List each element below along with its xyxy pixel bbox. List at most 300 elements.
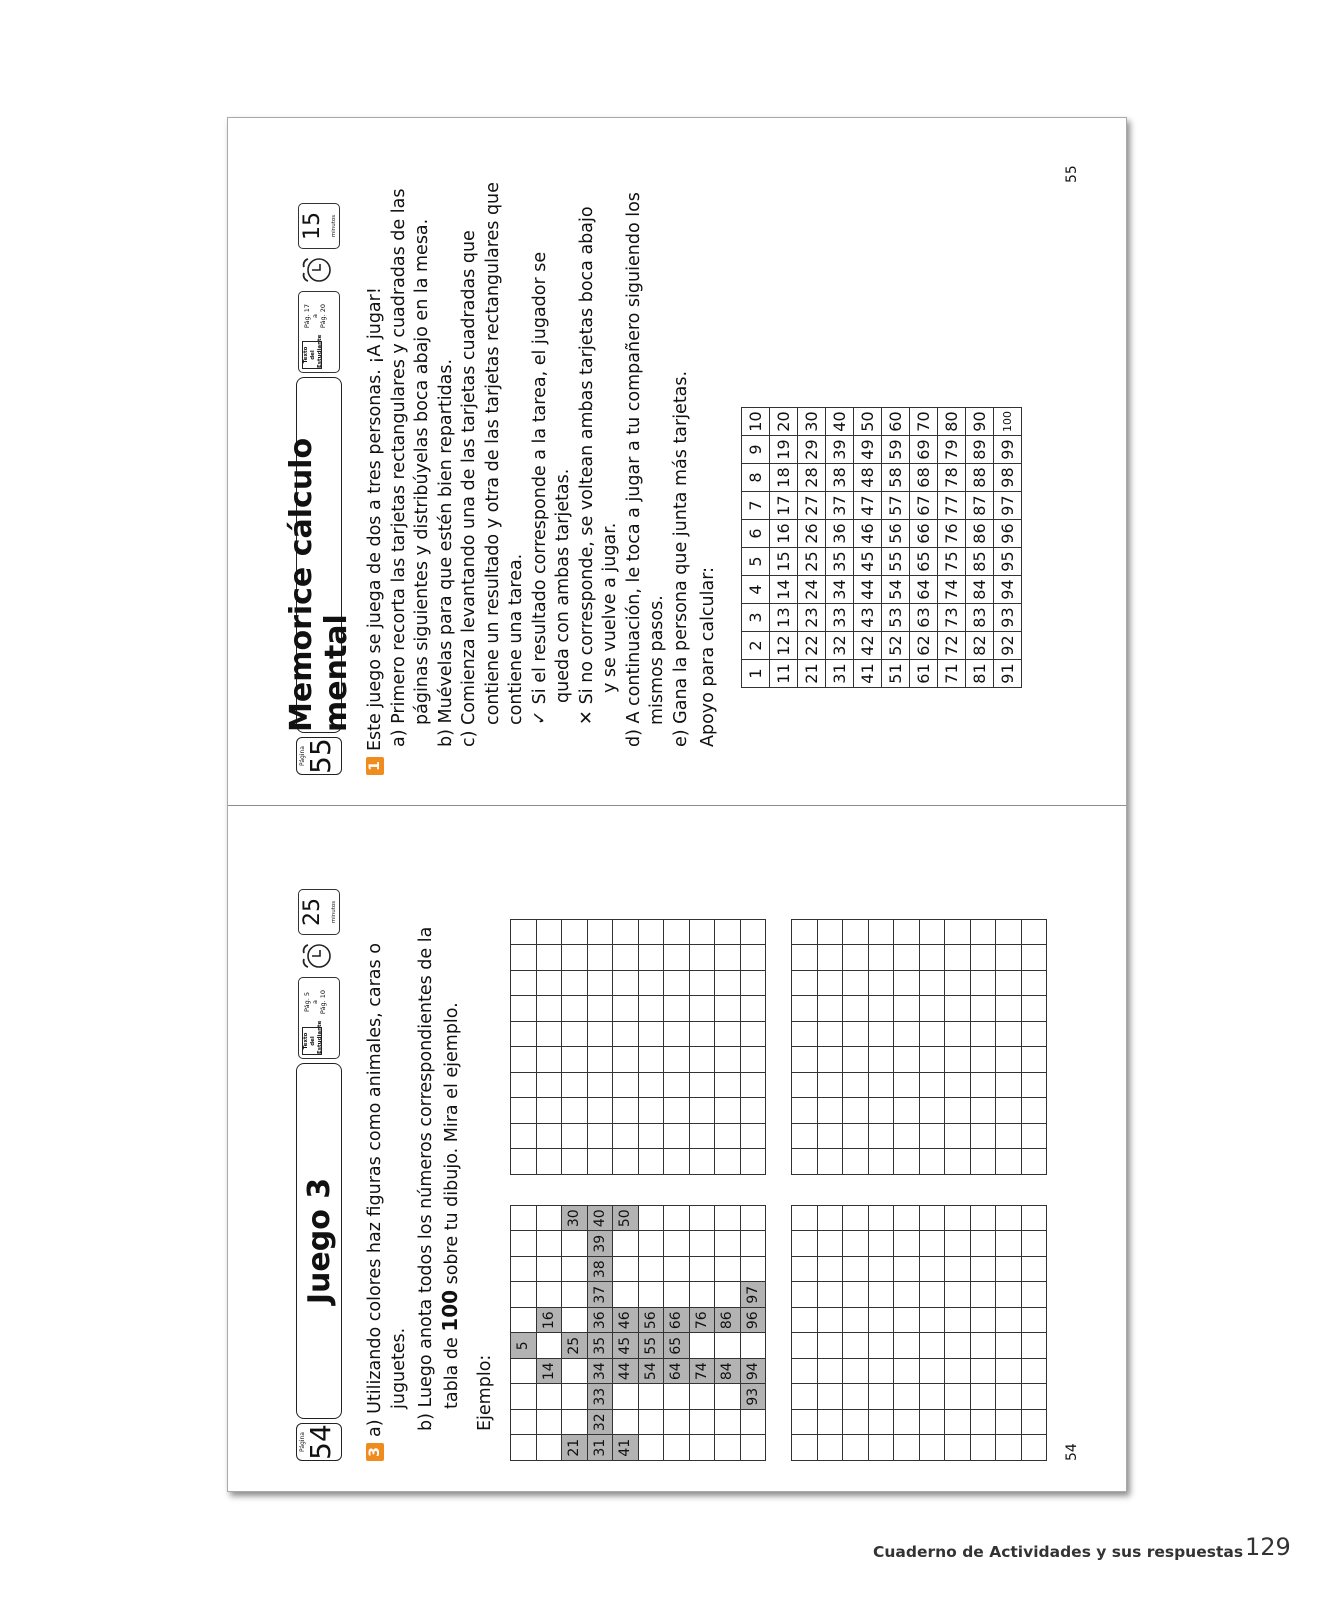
grid-cell[interactable] <box>536 1022 562 1048</box>
grid-cell[interactable] <box>613 996 639 1022</box>
grid-cell[interactable] <box>945 1073 971 1099</box>
grid-cell[interactable] <box>689 1149 715 1175</box>
grid-cell[interactable] <box>562 1047 588 1073</box>
grid-cell[interactable] <box>868 1384 894 1410</box>
grid-cell[interactable] <box>638 971 664 997</box>
grid-cell[interactable] <box>817 971 843 997</box>
grid-cell[interactable] <box>996 945 1022 971</box>
grid-cell[interactable] <box>868 1282 894 1308</box>
grid-cell[interactable] <box>562 1124 588 1150</box>
grid-cell[interactable] <box>792 920 818 946</box>
grid-cell[interactable] <box>945 920 971 946</box>
grid-cell[interactable] <box>664 1098 690 1124</box>
grid-cell[interactable] <box>843 1359 869 1385</box>
grid-cell[interactable] <box>868 1149 894 1175</box>
grid-cell[interactable] <box>1021 971 1047 997</box>
grid-cell[interactable] <box>970 1410 996 1436</box>
grid-cell[interactable] <box>996 1384 1022 1410</box>
grid-cell[interactable] <box>792 971 818 997</box>
grid-cell[interactable] <box>817 1410 843 1436</box>
grid-cell[interactable] <box>740 1073 766 1099</box>
grid-cell[interactable] <box>715 1073 741 1099</box>
grid-cell[interactable] <box>894 971 920 997</box>
grid-cell[interactable] <box>843 1124 869 1150</box>
grid-cell[interactable] <box>740 1149 766 1175</box>
grid-cell[interactable] <box>613 920 639 946</box>
grid-cell[interactable] <box>638 1022 664 1048</box>
grid-cell[interactable] <box>562 996 588 1022</box>
grid-cell[interactable] <box>562 1073 588 1099</box>
grid-cell[interactable] <box>919 1282 945 1308</box>
grid-cell[interactable] <box>894 1384 920 1410</box>
grid-cell[interactable] <box>562 945 588 971</box>
grid-cell[interactable] <box>843 1149 869 1175</box>
grid-cell[interactable] <box>919 1257 945 1283</box>
grid-cell[interactable] <box>996 1098 1022 1124</box>
grid-cell[interactable] <box>587 996 613 1022</box>
grid-cell[interactable] <box>1021 1073 1047 1099</box>
grid-cell[interactable] <box>536 1124 562 1150</box>
grid-cell[interactable] <box>792 1047 818 1073</box>
grid-cell[interactable] <box>1021 1231 1047 1257</box>
grid-cell[interactable] <box>945 971 971 997</box>
grid-cell[interactable] <box>817 920 843 946</box>
grid-cell[interactable] <box>868 1124 894 1150</box>
grid-cell[interactable] <box>740 1098 766 1124</box>
grid-cell[interactable] <box>894 1257 920 1283</box>
grid-cell[interactable] <box>843 1231 869 1257</box>
grid-cell[interactable] <box>843 1022 869 1048</box>
grid-cell[interactable] <box>792 1124 818 1150</box>
grid-cell[interactable] <box>945 1410 971 1436</box>
grid-cell[interactable] <box>843 1073 869 1099</box>
grid-cell[interactable] <box>919 1206 945 1232</box>
grid-cell[interactable] <box>817 1098 843 1124</box>
grid-cell[interactable] <box>970 1384 996 1410</box>
grid-cell[interactable] <box>536 1073 562 1099</box>
grid-cell[interactable] <box>919 1308 945 1334</box>
grid-cell[interactable] <box>868 1206 894 1232</box>
grid-cell[interactable] <box>511 1022 537 1048</box>
grid-cell[interactable] <box>638 1149 664 1175</box>
grid-cell[interactable] <box>1021 1047 1047 1073</box>
grid-cell[interactable] <box>970 996 996 1022</box>
grid-cell[interactable] <box>970 1435 996 1461</box>
grid-cell[interactable] <box>587 1047 613 1073</box>
grid-cell[interactable] <box>843 996 869 1022</box>
grid-cell[interactable] <box>868 996 894 1022</box>
grid-cell[interactable] <box>792 1073 818 1099</box>
grid-cell[interactable] <box>664 920 690 946</box>
grid-cell[interactable] <box>945 1308 971 1334</box>
grid-cell[interactable] <box>638 1073 664 1099</box>
grid-cell[interactable] <box>843 1333 869 1359</box>
grid-cell[interactable] <box>689 996 715 1022</box>
grid-cell[interactable] <box>894 996 920 1022</box>
grid-cell[interactable] <box>843 1098 869 1124</box>
grid-cell[interactable] <box>587 1073 613 1099</box>
grid-cell[interactable] <box>996 1410 1022 1436</box>
grid-cell[interactable] <box>868 1410 894 1436</box>
grid-cell[interactable] <box>945 945 971 971</box>
grid-cell[interactable] <box>843 1257 869 1283</box>
grid-cell[interactable] <box>868 1308 894 1334</box>
grid-cell[interactable] <box>919 1359 945 1385</box>
grid-cell[interactable] <box>817 1022 843 1048</box>
grid-cell[interactable] <box>613 971 639 997</box>
grid-cell[interactable] <box>945 1257 971 1283</box>
grid-cell[interactable] <box>740 945 766 971</box>
grid-cell[interactable] <box>715 1022 741 1048</box>
grid-cell[interactable] <box>919 1435 945 1461</box>
grid-cell[interactable] <box>587 1098 613 1124</box>
grid-cell[interactable] <box>817 945 843 971</box>
grid-cell[interactable] <box>613 1047 639 1073</box>
grid-cell[interactable] <box>996 1333 1022 1359</box>
grid-cell[interactable] <box>996 1047 1022 1073</box>
grid-cell[interactable] <box>536 945 562 971</box>
grid-cell[interactable] <box>638 1047 664 1073</box>
grid-cell[interactable] <box>817 1047 843 1073</box>
grid-cell[interactable] <box>1021 1257 1047 1283</box>
grid-cell[interactable] <box>536 996 562 1022</box>
grid-cell[interactable] <box>613 1022 639 1048</box>
grid-cell[interactable] <box>613 1098 639 1124</box>
grid-cell[interactable] <box>664 1149 690 1175</box>
grid-cell[interactable] <box>970 1073 996 1099</box>
grid-cell[interactable] <box>715 971 741 997</box>
grid-cell[interactable] <box>996 920 1022 946</box>
grid-cell[interactable] <box>587 971 613 997</box>
grid-cell[interactable] <box>996 1359 1022 1385</box>
grid-cell[interactable] <box>996 1073 1022 1099</box>
grid-cell[interactable] <box>638 1124 664 1150</box>
grid-cell[interactable] <box>587 920 613 946</box>
grid-cell[interactable] <box>996 1149 1022 1175</box>
grid-cell[interactable] <box>945 1359 971 1385</box>
grid-cell[interactable] <box>894 1359 920 1385</box>
grid-cell[interactable] <box>664 996 690 1022</box>
grid-cell[interactable] <box>868 1073 894 1099</box>
grid-cell[interactable] <box>996 1282 1022 1308</box>
grid-cell[interactable] <box>996 1231 1022 1257</box>
grid-cell[interactable] <box>868 971 894 997</box>
grid-cell[interactable] <box>715 1149 741 1175</box>
grid-cell[interactable] <box>792 1359 818 1385</box>
grid-cell[interactable] <box>638 920 664 946</box>
grid-cell[interactable] <box>970 1359 996 1385</box>
grid-cell[interactable] <box>562 1098 588 1124</box>
grid-cell[interactable] <box>817 1308 843 1334</box>
grid-cell[interactable] <box>792 1435 818 1461</box>
grid-cell[interactable] <box>919 1124 945 1150</box>
grid-cell[interactable] <box>945 1435 971 1461</box>
grid-cell[interactable] <box>894 1231 920 1257</box>
grid-cell[interactable] <box>919 1047 945 1073</box>
grid-cell[interactable] <box>664 1073 690 1099</box>
grid-cell[interactable] <box>868 1098 894 1124</box>
grid-cell[interactable] <box>613 945 639 971</box>
grid-cell[interactable] <box>792 1333 818 1359</box>
grid-cell[interactable] <box>919 920 945 946</box>
grid-cell[interactable] <box>996 1257 1022 1283</box>
grid-cell[interactable] <box>919 1073 945 1099</box>
grid-cell[interactable] <box>843 1282 869 1308</box>
grid-cell[interactable] <box>817 996 843 1022</box>
grid-cell[interactable] <box>664 1124 690 1150</box>
grid-cell[interactable] <box>919 971 945 997</box>
grid-cell[interactable] <box>511 1124 537 1150</box>
grid-cell[interactable] <box>945 1149 971 1175</box>
grid-cell[interactable] <box>996 1206 1022 1232</box>
grid-cell[interactable] <box>740 971 766 997</box>
grid-cell[interactable] <box>894 1435 920 1461</box>
grid-cell[interactable] <box>587 945 613 971</box>
grid-cell[interactable] <box>868 945 894 971</box>
grid-cell[interactable] <box>1021 1359 1047 1385</box>
grid-cell[interactable] <box>689 945 715 971</box>
grid-cell[interactable] <box>689 920 715 946</box>
grid-cell[interactable] <box>1021 996 1047 1022</box>
grid-cell[interactable] <box>740 920 766 946</box>
grid-cell[interactable] <box>792 1206 818 1232</box>
grid-cell[interactable] <box>1021 1149 1047 1175</box>
grid-cell[interactable] <box>613 1124 639 1150</box>
grid-cell[interactable] <box>894 1308 920 1334</box>
grid-cell[interactable] <box>613 1073 639 1099</box>
grid-cell[interactable] <box>970 1098 996 1124</box>
grid-cell[interactable] <box>562 1022 588 1048</box>
grid-cell[interactable] <box>945 1098 971 1124</box>
grid-cell[interactable] <box>843 945 869 971</box>
grid-cell[interactable] <box>843 920 869 946</box>
grid-cell[interactable] <box>1021 1308 1047 1334</box>
blank-grid-2[interactable] <box>510 919 766 1175</box>
grid-cell[interactable] <box>970 945 996 971</box>
grid-cell[interactable] <box>868 1257 894 1283</box>
grid-cell[interactable] <box>638 996 664 1022</box>
grid-cell[interactable] <box>894 1124 920 1150</box>
grid-cell[interactable] <box>996 1022 1022 1048</box>
grid-cell[interactable] <box>792 1231 818 1257</box>
grid-cell[interactable] <box>843 971 869 997</box>
grid-cell[interactable] <box>1021 1124 1047 1150</box>
grid-cell[interactable] <box>894 1149 920 1175</box>
grid-cell[interactable] <box>1021 1435 1047 1461</box>
grid-cell[interactable] <box>689 1098 715 1124</box>
grid-cell[interactable] <box>587 1149 613 1175</box>
grid-cell[interactable] <box>919 1384 945 1410</box>
grid-cell[interactable] <box>894 945 920 971</box>
grid-cell[interactable] <box>945 996 971 1022</box>
grid-cell[interactable] <box>945 1206 971 1232</box>
grid-cell[interactable] <box>843 1047 869 1073</box>
grid-cell[interactable] <box>970 1047 996 1073</box>
grid-cell[interactable] <box>664 945 690 971</box>
grid-cell[interactable] <box>970 920 996 946</box>
grid-cell[interactable] <box>1021 1333 1047 1359</box>
grid-cell[interactable] <box>817 1124 843 1150</box>
grid-cell[interactable] <box>996 1308 1022 1334</box>
grid-cell[interactable] <box>1021 1022 1047 1048</box>
grid-cell[interactable] <box>792 1098 818 1124</box>
grid-cell[interactable] <box>562 971 588 997</box>
grid-cell[interactable] <box>689 1073 715 1099</box>
grid-cell[interactable] <box>817 1435 843 1461</box>
grid-cell[interactable] <box>792 1257 818 1283</box>
grid-cell[interactable] <box>919 945 945 971</box>
grid-cell[interactable] <box>945 1333 971 1359</box>
grid-cell[interactable] <box>996 1435 1022 1461</box>
grid-cell[interactable] <box>817 1231 843 1257</box>
grid-cell[interactable] <box>792 1384 818 1410</box>
grid-cell[interactable] <box>511 1073 537 1099</box>
grid-cell[interactable] <box>894 1282 920 1308</box>
grid-cell[interactable] <box>613 1149 639 1175</box>
grid-cell[interactable] <box>536 920 562 946</box>
grid-cell[interactable] <box>894 1022 920 1048</box>
grid-cell[interactable] <box>689 1124 715 1150</box>
grid-cell[interactable] <box>689 1022 715 1048</box>
grid-cell[interactable] <box>970 1149 996 1175</box>
grid-cell[interactable] <box>817 1206 843 1232</box>
grid-cell[interactable] <box>587 1022 613 1048</box>
grid-cell[interactable] <box>919 1231 945 1257</box>
grid-cell[interactable] <box>919 1022 945 1048</box>
grid-cell[interactable] <box>817 1073 843 1099</box>
grid-cell[interactable] <box>715 1098 741 1124</box>
grid-cell[interactable] <box>817 1384 843 1410</box>
grid-cell[interactable] <box>792 1308 818 1334</box>
grid-cell[interactable] <box>689 1047 715 1073</box>
grid-cell[interactable] <box>868 920 894 946</box>
grid-cell[interactable] <box>868 1359 894 1385</box>
grid-cell[interactable] <box>511 1047 537 1073</box>
grid-cell[interactable] <box>919 1410 945 1436</box>
blank-grid-1[interactable] <box>791 1205 1047 1461</box>
grid-cell[interactable] <box>919 1149 945 1175</box>
grid-cell[interactable] <box>843 1410 869 1436</box>
grid-cell[interactable] <box>511 1098 537 1124</box>
grid-cell[interactable] <box>689 971 715 997</box>
grid-cell[interactable] <box>1021 1098 1047 1124</box>
grid-cell[interactable] <box>817 1333 843 1359</box>
grid-cell[interactable] <box>715 920 741 946</box>
grid-cell[interactable] <box>792 945 818 971</box>
grid-cell[interactable] <box>894 1073 920 1099</box>
grid-cell[interactable] <box>792 1022 818 1048</box>
grid-cell[interactable] <box>664 1047 690 1073</box>
grid-cell[interactable] <box>740 1047 766 1073</box>
grid-cell[interactable] <box>919 996 945 1022</box>
grid-cell[interactable] <box>792 1282 818 1308</box>
grid-cell[interactable] <box>970 1231 996 1257</box>
grid-cell[interactable] <box>817 1282 843 1308</box>
grid-cell[interactable] <box>996 996 1022 1022</box>
grid-cell[interactable] <box>715 945 741 971</box>
grid-cell[interactable] <box>817 1149 843 1175</box>
grid-cell[interactable] <box>1021 1410 1047 1436</box>
grid-cell[interactable] <box>996 971 1022 997</box>
grid-cell[interactable] <box>740 1022 766 1048</box>
grid-cell[interactable] <box>843 1384 869 1410</box>
grid-cell[interactable] <box>638 1098 664 1124</box>
grid-cell[interactable] <box>817 1359 843 1385</box>
grid-cell[interactable] <box>894 1098 920 1124</box>
grid-cell[interactable] <box>511 1149 537 1175</box>
grid-cell[interactable] <box>817 1257 843 1283</box>
grid-cell[interactable] <box>536 1149 562 1175</box>
grid-cell[interactable] <box>740 1124 766 1150</box>
grid-cell[interactable] <box>562 1149 588 1175</box>
grid-cell[interactable] <box>1021 1206 1047 1232</box>
grid-cell[interactable] <box>996 1124 1022 1150</box>
grid-cell[interactable] <box>894 1206 920 1232</box>
grid-cell[interactable] <box>638 945 664 971</box>
grid-cell[interactable] <box>945 1282 971 1308</box>
grid-cell[interactable] <box>919 1098 945 1124</box>
grid-cell[interactable] <box>970 1206 996 1232</box>
grid-cell[interactable] <box>536 1047 562 1073</box>
grid-cell[interactable] <box>868 1231 894 1257</box>
grid-cell[interactable] <box>970 1257 996 1283</box>
blank-grid-3[interactable] <box>791 919 1047 1175</box>
grid-cell[interactable] <box>511 920 537 946</box>
grid-cell[interactable] <box>536 971 562 997</box>
grid-cell[interactable] <box>1021 1282 1047 1308</box>
grid-cell[interactable] <box>843 1308 869 1334</box>
grid-cell[interactable] <box>970 1124 996 1150</box>
grid-cell[interactable] <box>945 1124 971 1150</box>
grid-cell[interactable] <box>1021 945 1047 971</box>
grid-cell[interactable] <box>945 1022 971 1048</box>
grid-cell[interactable] <box>945 1047 971 1073</box>
grid-cell[interactable] <box>511 996 537 1022</box>
grid-cell[interactable] <box>894 920 920 946</box>
grid-cell[interactable] <box>970 1022 996 1048</box>
grid-cell[interactable] <box>664 971 690 997</box>
grid-cell[interactable] <box>1021 920 1047 946</box>
grid-cell[interactable] <box>715 1047 741 1073</box>
grid-cell[interactable] <box>868 1022 894 1048</box>
grid-cell[interactable] <box>1021 1384 1047 1410</box>
grid-cell[interactable] <box>715 996 741 1022</box>
grid-cell[interactable] <box>792 1149 818 1175</box>
grid-cell[interactable] <box>970 1333 996 1359</box>
grid-cell[interactable] <box>511 971 537 997</box>
grid-cell[interactable] <box>868 1435 894 1461</box>
grid-cell[interactable] <box>715 1124 741 1150</box>
grid-cell[interactable] <box>843 1206 869 1232</box>
grid-cell[interactable] <box>843 1435 869 1461</box>
grid-cell[interactable] <box>868 1047 894 1073</box>
grid-cell[interactable] <box>894 1410 920 1436</box>
grid-cell[interactable] <box>945 1231 971 1257</box>
grid-cell[interactable] <box>970 1308 996 1334</box>
grid-cell[interactable] <box>919 1333 945 1359</box>
grid-cell[interactable] <box>945 1384 971 1410</box>
grid-cell[interactable] <box>868 1333 894 1359</box>
grid-cell[interactable] <box>970 1282 996 1308</box>
grid-cell[interactable] <box>511 945 537 971</box>
grid-cell[interactable] <box>894 1047 920 1073</box>
grid-cell[interactable] <box>587 1124 613 1150</box>
grid-cell[interactable] <box>740 996 766 1022</box>
grid-cell[interactable] <box>792 1410 818 1436</box>
grid-cell[interactable] <box>562 920 588 946</box>
grid-cell[interactable] <box>664 1022 690 1048</box>
grid-cell[interactable] <box>970 971 996 997</box>
